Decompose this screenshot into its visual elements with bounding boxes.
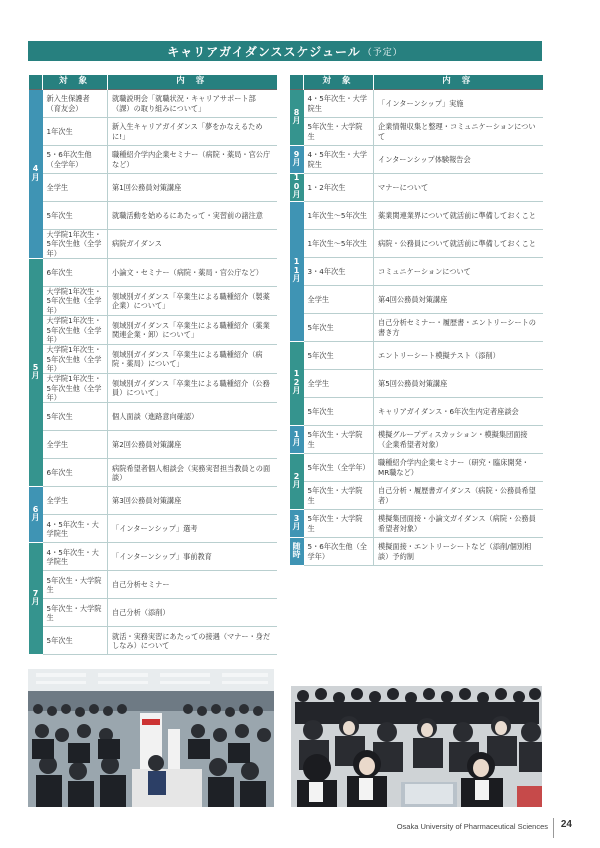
header-target: 対 象 (43, 75, 108, 90)
schedule-row (29, 403, 277, 431)
schedule-row (290, 314, 543, 342)
footer-divider (553, 818, 554, 838)
month-text: 1 1 月 (292, 257, 301, 284)
target-cell: 4・5年次生・大学院生 (43, 515, 108, 543)
target-cell: 4・5年次生・大学院生 (304, 90, 374, 118)
content-cell: 模擬集団面接・小論文ガイダンス（病院・公務員希望者対象） (374, 510, 543, 538)
month-text: 8 月 (292, 107, 301, 125)
content-cell: 模擬グループディスカッション・模擬集団面接（企業希望者対象） (374, 426, 543, 454)
content-cell: 企業情報収集と整理・コミュニケーションについて (374, 118, 543, 146)
schedule-row (290, 426, 543, 454)
target-cell: 全学生 (304, 286, 374, 314)
target-cell: 5年次生 (43, 403, 108, 431)
schedule-row (29, 431, 277, 459)
schedule-row (290, 370, 543, 398)
content-cell: 病院希望者個人相談会（実務実習担当教員との面談） (108, 459, 277, 487)
target-cell: 1年次生～5年次生 (304, 230, 374, 258)
job-fair-hall-photo (28, 669, 274, 807)
month-label (290, 510, 304, 538)
schedule-row (29, 627, 277, 655)
schedule-row (290, 342, 543, 370)
month-label (29, 543, 43, 655)
content-cell: インターンシップ体験報告会 (374, 146, 543, 174)
schedule-table-left (28, 75, 277, 655)
schedule-row (290, 146, 543, 174)
content-cell: 病院・公務員について就活前に準備しておくこと (374, 230, 543, 258)
schedule-row (290, 202, 543, 230)
header-blank (29, 75, 43, 90)
target-cell: 大学院1年次生・5年次生他（全学年） (43, 374, 108, 403)
students-seminar-illustration (291, 686, 542, 807)
month-text: 1 月 (292, 429, 301, 447)
month-text: 4 月 (31, 164, 40, 182)
month-text: 1 0 月 (292, 173, 301, 200)
schedule-row (29, 459, 277, 487)
content-cell: 模擬面接・エントリーシートなど（添削/個別相談）予約制 (374, 538, 543, 566)
target-cell: 6年次生 (43, 259, 108, 287)
target-cell: 5年次生・大学院生 (43, 599, 108, 627)
month-text: 9 月 (292, 149, 301, 167)
month-text: 6 月 (31, 505, 40, 523)
banner-title: キャリアガイダンススケジュール (167, 44, 361, 59)
target-cell: 4・5年次生・大学院生 (304, 146, 374, 174)
content-cell: 自己分析（添削） (108, 599, 277, 627)
content-cell: 「インターンシップ」実施 (374, 90, 543, 118)
content-cell: 就職活動を始めるにあたって・実習前の諸注意 (108, 202, 277, 230)
month-label (290, 146, 304, 174)
content-cell: 第4回公務員対策講座 (374, 286, 543, 314)
target-cell: 5年次生・大学院生 (304, 510, 374, 538)
content-cell: 第5回公務員対策講座 (374, 370, 543, 398)
content-cell: 新入生キャリアガイダンス「夢をかなえるために!」 (108, 118, 277, 146)
content-cell: 就職説明会「就職状況・キャリアサポート部（課）の取り組みについて」 (108, 90, 277, 118)
content-cell: 自己分析セミナー (108, 571, 277, 599)
month-text: 2 月 (292, 471, 301, 489)
target-cell: 6年次生 (43, 459, 108, 487)
banner-subtitle: （予定） (362, 47, 403, 58)
target-cell: 5年次生・大学院生 (304, 482, 374, 510)
schedule-table-right (289, 75, 543, 566)
target-cell: 5・6年次生他（全学年） (43, 146, 108, 174)
target-cell: 全学生 (43, 174, 108, 202)
target-cell: 全学生 (43, 431, 108, 459)
schedule-row (29, 374, 277, 403)
content-cell: エントリーシート模擬テスト（添削） (374, 342, 543, 370)
students-seminar-photo (291, 686, 542, 807)
schedule-row (290, 258, 543, 286)
header-content: 内 容 (374, 75, 543, 90)
header-blank (290, 75, 304, 90)
content-cell: 第1回公務員対策講座 (108, 174, 277, 202)
header-content: 内 容 (108, 75, 277, 90)
schedule-banner (28, 41, 542, 61)
schedule-row (29, 202, 277, 230)
month-label (290, 426, 304, 454)
target-cell: 全学生 (43, 487, 108, 515)
schedule-row (29, 90, 277, 118)
schedule-row (29, 230, 277, 259)
page-number: 24 (560, 819, 572, 830)
target-cell: 5・6年次生他（全学年） (304, 538, 374, 566)
schedule-row (29, 599, 277, 627)
schedule-row (29, 515, 277, 543)
target-cell: 4・5年次生・大学院生 (43, 543, 108, 571)
content-cell: コミュニケーションについて (374, 258, 543, 286)
target-cell: 5年次生 (304, 314, 374, 342)
month-label (29, 487, 43, 543)
target-cell: 5年次生 (43, 202, 108, 230)
schedule-row (29, 146, 277, 174)
target-cell: 大学院1年次生・5年次生他（全学年） (43, 230, 108, 259)
schedule-row (29, 287, 277, 316)
schedule-row (29, 316, 277, 345)
content-cell: 第2回公務員対策講座 (108, 431, 277, 459)
schedule-row (290, 174, 543, 202)
schedule-row (29, 174, 277, 202)
target-cell: 全学生 (304, 370, 374, 398)
target-cell: 3・4年次生 (304, 258, 374, 286)
target-cell: 5年次生 (304, 398, 374, 426)
content-cell: 領域別ガイダンス「卒業生による職種紹介（製薬企業）について」 (108, 287, 277, 316)
month-label (29, 259, 43, 487)
content-cell: マナーについて (374, 174, 543, 202)
month-label (290, 454, 304, 510)
job-fair-hall-illustration (28, 669, 274, 807)
schedule-row (290, 510, 543, 538)
schedule-row (290, 286, 543, 314)
content-cell: 領域別ガイダンス「卒業生による職種紹介（病院・薬局）について」 (108, 345, 277, 374)
month-label (29, 90, 43, 259)
month-text: 5 月 (31, 362, 40, 381)
target-cell: 新入生保護者（育友会） (43, 90, 108, 118)
content-cell: 自己分析・履歴書ガイダンス（病院・公務員希望者） (374, 482, 543, 510)
target-cell: 大学院1年次生・5年次生他（全学年） (43, 345, 108, 374)
schedule-row (290, 454, 543, 482)
schedule-row (29, 259, 277, 287)
schedule-row (290, 482, 543, 510)
month-label (290, 202, 304, 342)
content-cell: 就活・実務実習にあたっての接遇（マナー・身だしなみ）について (108, 627, 277, 655)
month-text: 1 2 月 (292, 369, 301, 396)
schedule-row (29, 543, 277, 571)
content-cell: 個人面談（進路意向確認） (108, 403, 277, 431)
target-cell: 5年次生 (304, 342, 374, 370)
content-cell: 病院ガイダンス (108, 230, 277, 259)
schedule-row (290, 398, 543, 426)
content-cell: 「インターンシップ」事前教育 (108, 543, 277, 571)
schedule-row (290, 90, 543, 118)
footer-institution: Osaka University of Pharmaceutical Sciences (396, 822, 548, 831)
target-cell: 大学院1年次生・5年次生他（全学年） (43, 316, 108, 345)
month-text: 随 時 (292, 541, 301, 559)
content-cell: 「インターンシップ」選考 (108, 515, 277, 543)
target-cell: 5年次生・大学院生 (43, 571, 108, 599)
target-cell: 5年次生・大学院生 (304, 118, 374, 146)
schedule-row (29, 118, 277, 146)
month-label (290, 90, 304, 146)
content-cell: 薬業関連業界について就活前に準備しておくこと (374, 202, 543, 230)
month-label (290, 174, 304, 202)
content-cell: 第3回公務員対策講座 (108, 487, 277, 515)
month-label (290, 538, 304, 566)
content-cell: キャリアガイダンス・6年次生内定者座談会 (374, 398, 543, 426)
month-label (290, 342, 304, 426)
month-text: 7 月 (31, 589, 40, 607)
target-cell: 大学院1年次生・5年次生他（全学年） (43, 287, 108, 316)
content-cell: 領域別ガイダンス「卒業生による職種紹介（薬業関連企業・卸）について」 (108, 316, 277, 345)
target-cell: 1・2年次生 (304, 174, 374, 202)
target-cell: 5年次生・大学院生 (304, 426, 374, 454)
target-cell: 1年次生～5年次生 (304, 202, 374, 230)
target-cell: 5年次生（全学年） (304, 454, 374, 482)
schedule-row (29, 345, 277, 374)
target-cell: 1年次生 (43, 118, 108, 146)
schedule-row (29, 487, 277, 515)
month-text: 3 月 (292, 513, 301, 531)
content-cell: 職種紹介学内企業セミナー（病院・薬局・官公庁など） (108, 146, 277, 174)
content-cell: 職種紹介学内企業セミナー（研究・臨床開発・MR職など） (374, 454, 543, 482)
schedule-row (290, 538, 543, 566)
content-cell: 領域別ガイダンス「卒業生による職種紹介（公務員）について」 (108, 374, 277, 403)
content-cell: 自己分析セミナー・履歴書・エントリーシートの書き方 (374, 314, 543, 342)
schedule-row (29, 571, 277, 599)
header-target: 対 象 (304, 75, 374, 90)
content-cell: 小論文・セミナー（病院・薬局・官公庁など） (108, 259, 277, 287)
target-cell: 5年次生 (43, 627, 108, 655)
schedule-row (290, 118, 543, 146)
schedule-row (290, 230, 543, 258)
